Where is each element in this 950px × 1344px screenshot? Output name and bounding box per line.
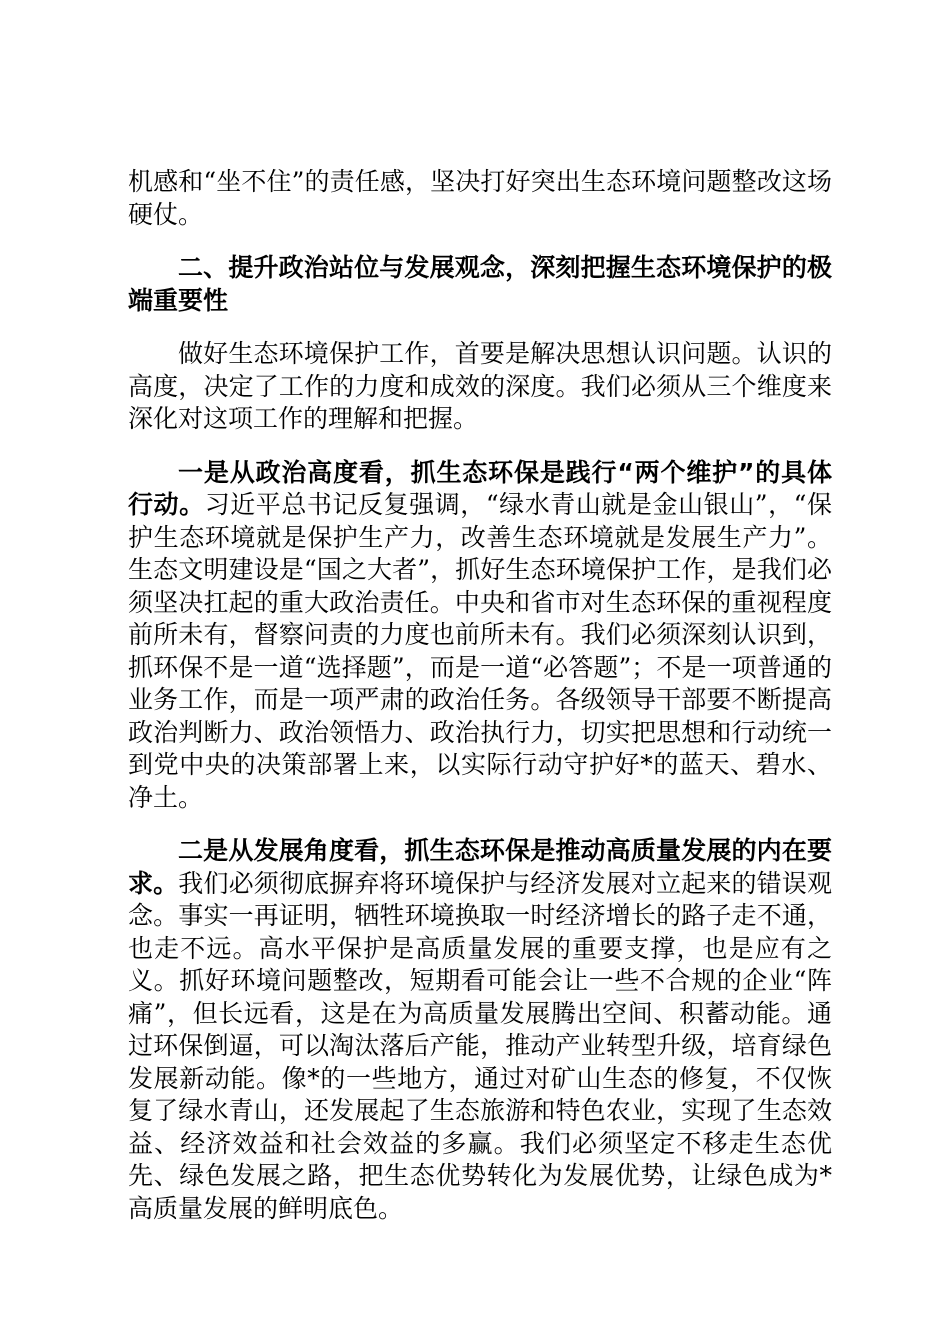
document-body (128, 166, 832, 1246)
section-heading (128, 252, 832, 317)
paragraph-text: 我们必须彻底摒弃将环境保护与经济发展对立起来的错误观念。事实一再证明，牺牲环境换取一时经济增长的路子走不通，也走不远。高水平保护是高质量发展的重要支撑，也是应有之义。抓好环境问题整改，短期看可能会让一些不合规的企业“阵痛”，但长远看，这是在为高质量发展腾出空间、积蓄动能。通过环保倒逼，可以淘汰落后产能，推动产业转型升级，培育绿色发展新动能。像*的一些地方，通过对矿山生态的修复，不仅恢复了绿水青山，还发展起了生态旅游和特色农业，实现了生态效益、经济效益和社会效益的多赢。我们必须坚定不移走生态优先、绿色发展之路，把生态优势转化为发展优势，让绿色成为*高质量发展的鲜明底色。 (128, 868, 832, 1223)
paragraph-lead-sentence: 一是从政治高度看，抓生态环保是践行“两个维护”的具体行动。 (128, 457, 832, 519)
paragraph-text: 机感和“坐不住”的责任感，坚决打好突出生态环境问题整改这场硬仗。 (128, 167, 832, 229)
paragraph-intro (128, 338, 832, 436)
paragraph-political-view (128, 457, 832, 815)
paragraph-continuation (128, 166, 832, 231)
section-heading-text: 二、提升政治站位与发展观念，深刻把握生态环境保护的极端重要性 (128, 253, 832, 315)
paragraph-text: 习近平总书记反复强调，“绿水青山就是金山银山”，“保护生态环境就是保护生产力，改善生态环境就是发展生产力”。生态文明建设是“国之大者”，抓好生态环境保护工作，是我们必须坚决扛起的重大政治责任。中央和省市对生态环保的重视程度前所未有，督察问责的力度也前所未有。我们必须深刻认识到，抓环保不是一道“选择题”，而是一道“必答题”；不是一项普通的业务工作，而是一项严肃的政治任务。各级领导干部要不断提高政治判断力、政治领悟力、政治执行力，切实把思想和行动统一到党中央的决策部署上来，以实际行动守护好*的蓝天、碧水、净土。 (128, 490, 832, 812)
paragraph-text: 做好生态环境保护工作，首要是解决思想认识问题。认识的高度，决定了工作的力度和成效的深度。我们必须从三个维度来深化对这项工作的理解和把握。 (128, 339, 832, 433)
paragraph-lead-sentence: 二是从发展角度看，抓生态环保是推动高质量发展的内在要求。 (128, 836, 832, 898)
paragraph-development-view (128, 835, 832, 1225)
